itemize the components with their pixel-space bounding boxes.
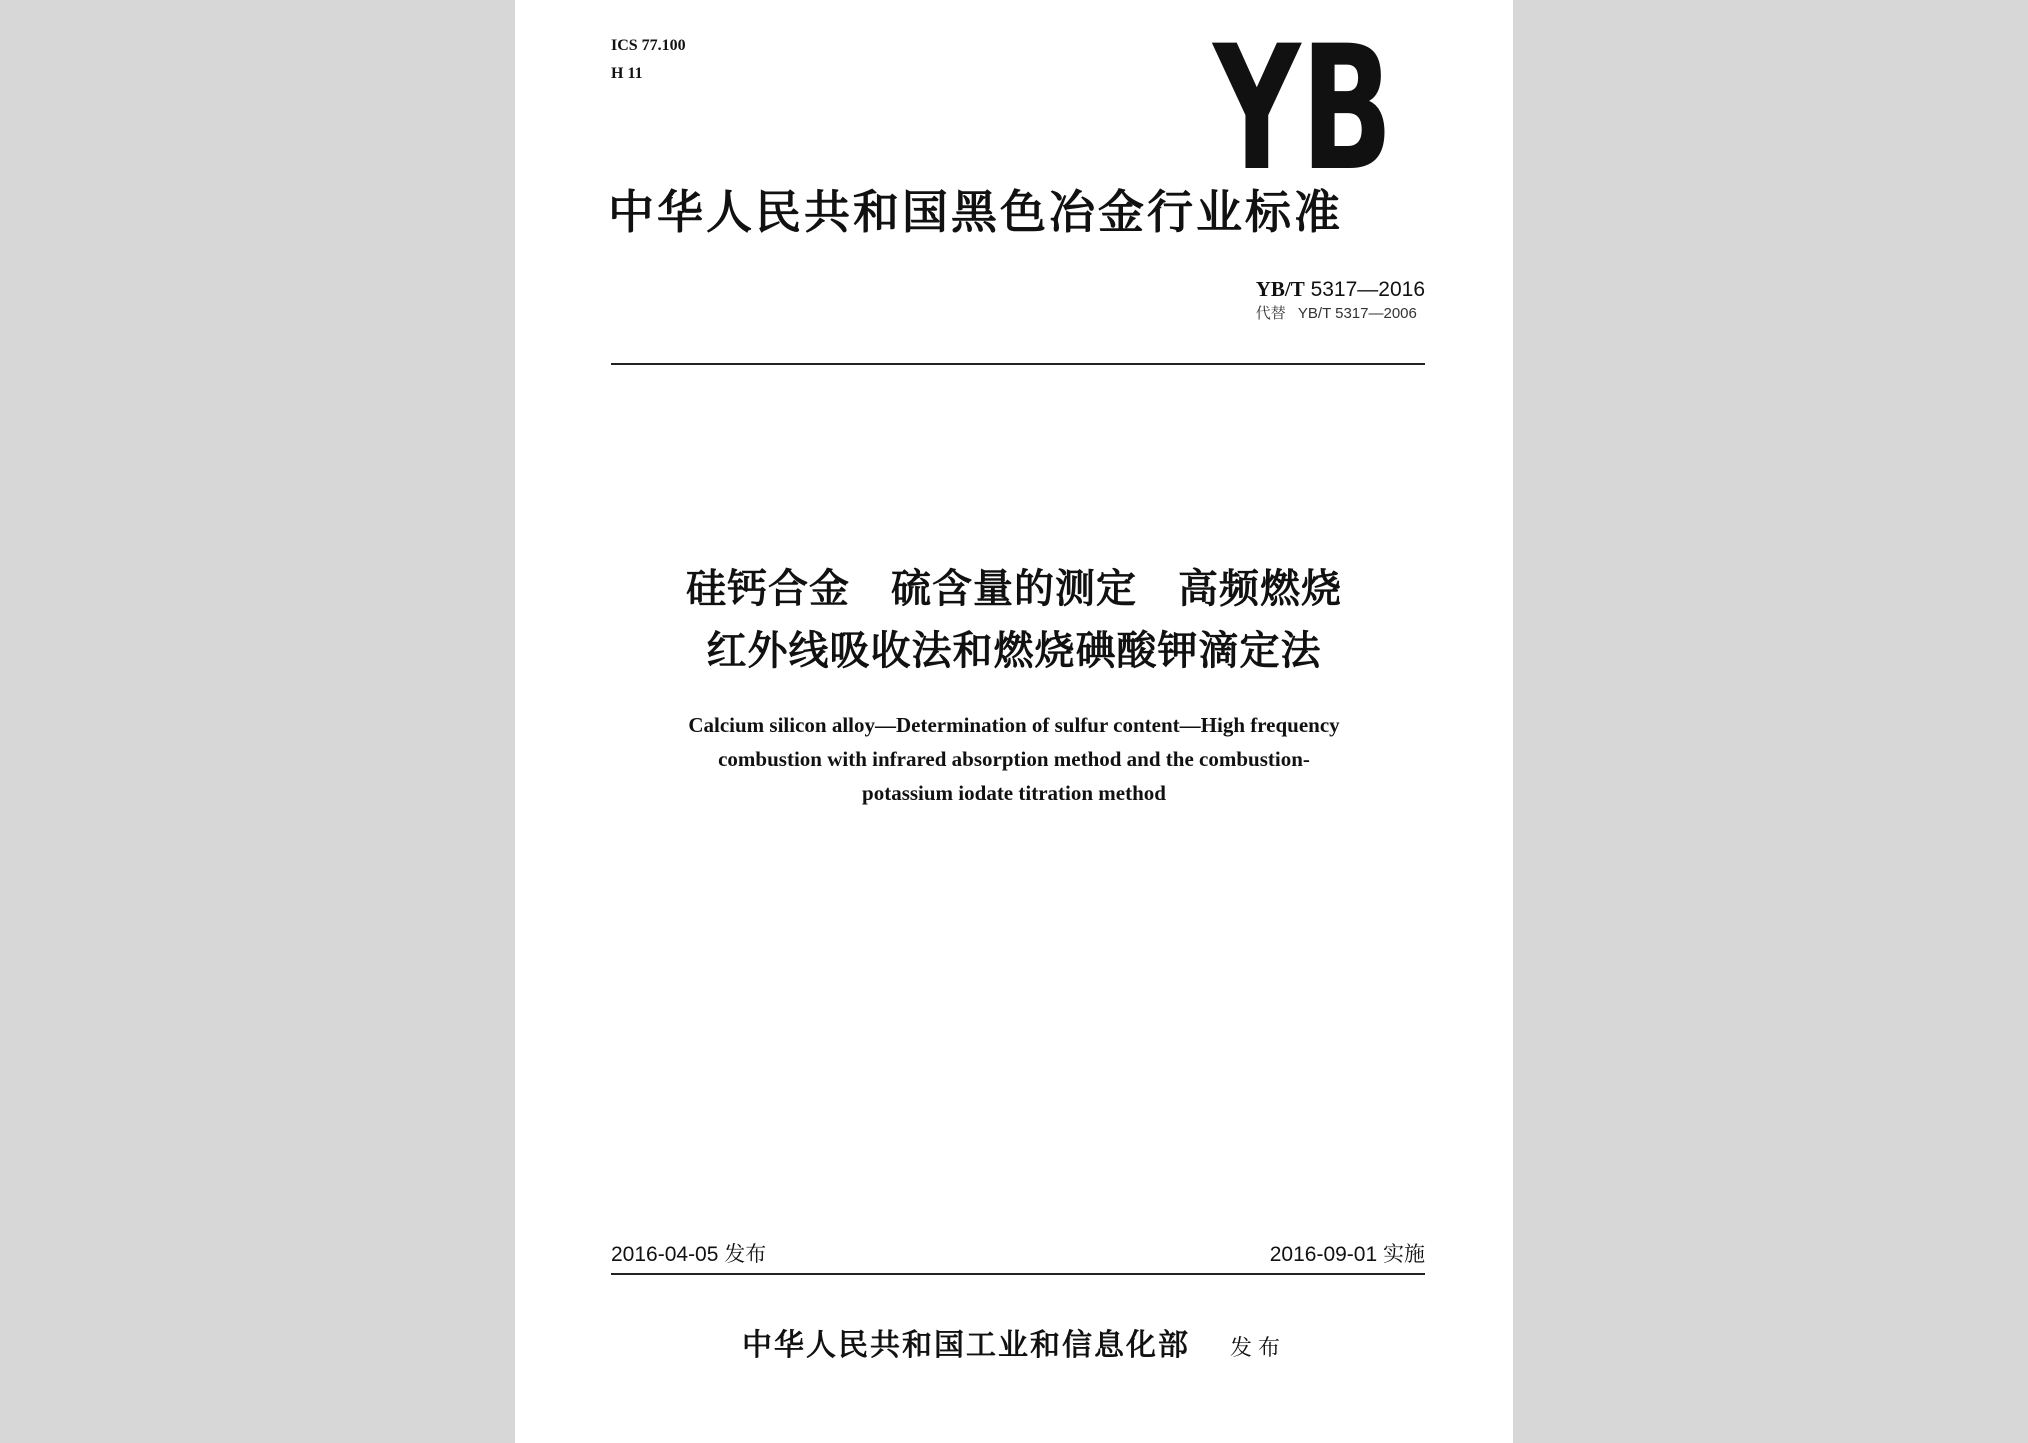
issuer-line	[515, 1320, 1513, 1364]
title-en-line-3: potassium iodate titration method	[862, 781, 1166, 805]
title-cn-line-2: 红外线吸收法和燃烧碘酸钾滴定法	[706, 628, 1322, 674]
replaces-label: 代替	[1255, 305, 1286, 322]
standard-code: 5317—2016	[1310, 278, 1425, 301]
issuer-name: 中华人民共和国工业和信息化部	[741, 1328, 1190, 1363]
title-en-line-1: Calcium silicon alloy—Determination of sulfur content—High frequency	[688, 713, 1340, 737]
org-header: 中华人民共和国黑色冶金行业标准	[608, 185, 1343, 239]
header-divider	[611, 363, 1425, 365]
issuer-verb: 发布	[1229, 1336, 1286, 1361]
implement-date: 2016-09-01 实施	[1269, 1243, 1425, 1266]
replaces-line	[1256, 303, 1425, 325]
yb-logo-text: YB	[1211, 8, 1393, 209]
document-page	[515, 0, 1513, 1443]
ics-code: ICS 77.100	[611, 37, 686, 54]
publish-date: 2016-04-05 发布	[611, 1243, 767, 1266]
yb-logo	[1211, 8, 1395, 209]
footer-divider	[611, 1273, 1425, 1275]
title-en-line-2: combustion with infrared absorption method and the combustion-	[718, 747, 1310, 771]
ccs-code: H 11	[611, 65, 643, 82]
standard-prefix: YB/T	[1255, 277, 1305, 301]
dates-row	[611, 1240, 1425, 1270]
replaces-code: YB/T 5317—2006	[1297, 305, 1417, 322]
title-cn-line-1: 硅钙合金 硫含量的测定 高频燃烧	[686, 566, 1342, 612]
standard-number-block	[1256, 276, 1425, 325]
standard-number	[1256, 276, 1425, 303]
